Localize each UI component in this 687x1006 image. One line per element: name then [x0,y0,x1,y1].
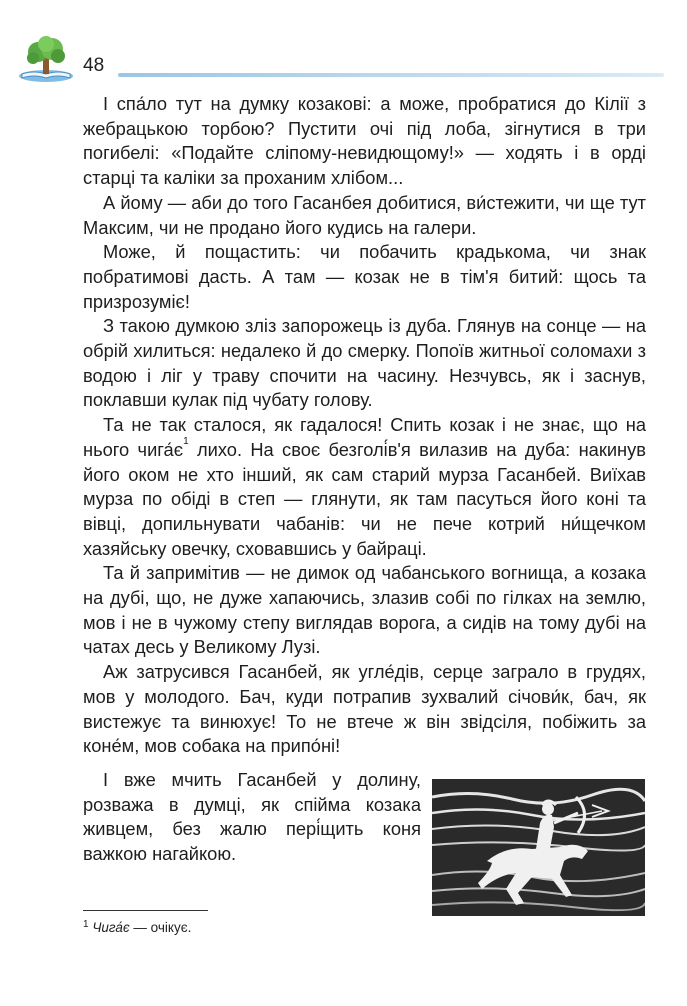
footnote-definition: — очікує. [129,920,192,935]
paragraph [83,413,646,561]
paragraph-text: лихо. На своє безголі́в'я вилазив на дуба: накинув його оком не хто інший, як сам старий мурза Гасанбей. Виїхав мурза по обіді в степ — глянути, як там пасуться його коні та вівці, допильнувати чабанів: чи не пече котрий ни́щечком хазяйську овечку, сховавшись у байраці. [83,438,646,559]
footnote-mark: 1 [83,919,89,930]
page-number: 48 [83,55,105,76]
main-text [83,92,646,759]
header-divider [118,73,664,77]
page-header [0,0,687,90]
paragraph: Може, й пощастить: чи побачить крадькома, чи знак побратимові дасть. А там — козак не в тім'я битий: щось та призрозуміє! [83,241,646,312]
paragraph: Аж затрусився Гасанбей, як угле́дів, серце заграло в грудях, мов у молодого. Бач, куди потрапив зухвалий січови́к, бач, як вистежує та винюхує! То не втече ж він звідсіля, побіжить за коне́м, мов собака на припо́ні! [83,661,646,757]
paragraph: Та й запримітив — не димок од чабанського вогнища, а козака на дубі, що, не дуже хапаючись, злазив собі по гілках на землю, мов і не в чужому степу виглядав ворога, а сидів на тому дубі на чатах десь у Великому Лузі. [83,562,646,658]
tree-on-book-icon [18,36,74,82]
footnote-term: Чига́є [92,920,130,935]
paragraph-text: Та не так сталося, як гадалося! Спить козак і не знає, що на нього чига́є [83,414,646,460]
horseman-archer-woodcut-icon [432,779,645,916]
footnote-reference: 1 [183,435,189,447]
footnote [83,920,191,935]
paragraph: А йому — аби до того Гасанбея добитися, ви́стежити, чи ще тут Максим, чи не продано його кудись на галери. [83,191,646,238]
paragraph: З такою думкою зліз запорожець із дуба. Глянув на сонце — на обрій хилиться: недалеко й до смерку. Попоїв житньої соломахи з водою і ліг у траву спочити на часину. Незчувсь, як і заснув, поклавши кулак під чубату голову. [83,315,646,411]
footnote-divider [83,910,208,911]
paragraph-with-illustration: І вже мчить Гасанбей у долину, розважа в думці, як спійма козака живцем, без жалю пері́щить коня важкою нагайкою. [83,769,421,865]
paragraph: І спа́ло тут на думку козакові: а може, пробратися до Кілії з жебрацькою торбою? Пустити очі під лоба, зігнутися в три погибелі: «Подайте сліпому-невидющому!» — ходять і в орді старці та каліки за проханим хлібом... [83,93,646,189]
